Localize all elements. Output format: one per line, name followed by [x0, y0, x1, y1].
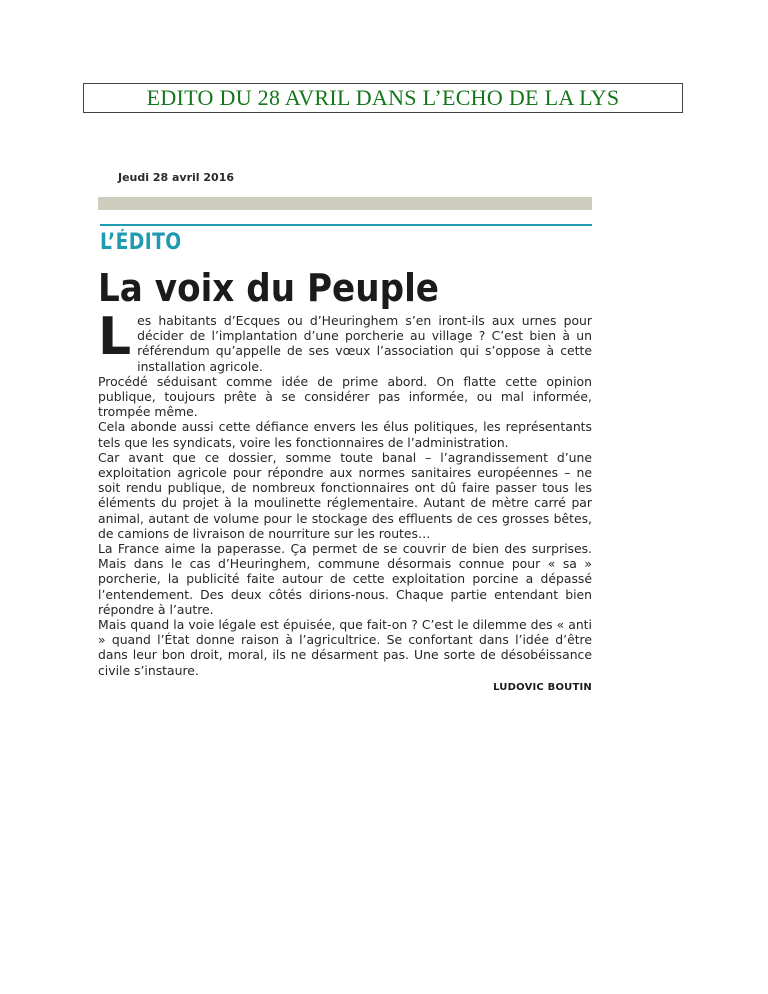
rubric-rule [100, 224, 592, 226]
drop-cap: L [98, 307, 132, 367]
paragraph-1-text: es habitants d’Ecques ou d’Heuringhem s’en iront-ils aux urnes pour décider de l’implantation d’une porcherie au village ? C’est bien à un référendum qu’appelle de ses vœux l’association qui s’oppose à cette installation agricole. [137, 313, 592, 374]
header-band [98, 197, 592, 210]
paragraph-1 [98, 307, 592, 374]
paragraph-5: La France aime la paperasse. Ça permet de se couvrir de bien des surprises. Mais dans le cas d’Heuringhem, commune désormais connue pour « sa » porcherie, la publicité faite autour de cette exploitation porcine a dépassé l’entendement. Des deux côtés dirions-nous. Chaque partie entendant bien répondre à l’autre. [98, 541, 592, 617]
article-headline: La voix du Peuple [98, 266, 440, 310]
edito-banner [83, 83, 683, 113]
article-body [98, 307, 592, 678]
newspaper-clipping [98, 170, 592, 693]
banner-title: EDITO DU 28 AVRIL DANS L’ECHO DE LA LYS [146, 85, 620, 110]
author-signature: LUDOVIC BOUTIN [493, 681, 592, 693]
paragraph-3: Cela abonde aussi cette défiance envers les élus politiques, les représentants tels que les syndicats, voire les fonctionnaires de l’administration. [98, 419, 592, 450]
paragraph-4: Car avant que ce dossier, somme toute banal – l’agrandissement d’une exploitation agricole pour répondre aux normes sanitaires européennes – ne soit rendu publique, de nombreux fonctionnaires ont dû faire passer tous les éléments du projet à la moulinette réglementaire. Autant de mètre carré par animal, autant de volume pour le stockage des effluents de ces grosses bêtes, de camions de livraison de nourriture sur les routes… [98, 449, 592, 541]
article-date: Jeudi 28 avril 2016 [118, 171, 234, 184]
paragraph-6: Mais quand la voie légale est épuisée, que fait-on ? C’est le dilemme des « anti » quand l’État donne raison à l’agricultrice. Se confortant dans l’idée d’être dans leur bon droit, moral, ils ne désarment pas. Une sorte de désobéissance civile s’instaure. [98, 617, 592, 678]
paragraph-2: Procédé séduisant comme idée de prime abord. On flatte cette opinion publique, toujours prête à se considérer pas informée, ou mal informée, trompée même. [98, 373, 592, 420]
rubric-label: L’ÉDITO [100, 230, 182, 255]
